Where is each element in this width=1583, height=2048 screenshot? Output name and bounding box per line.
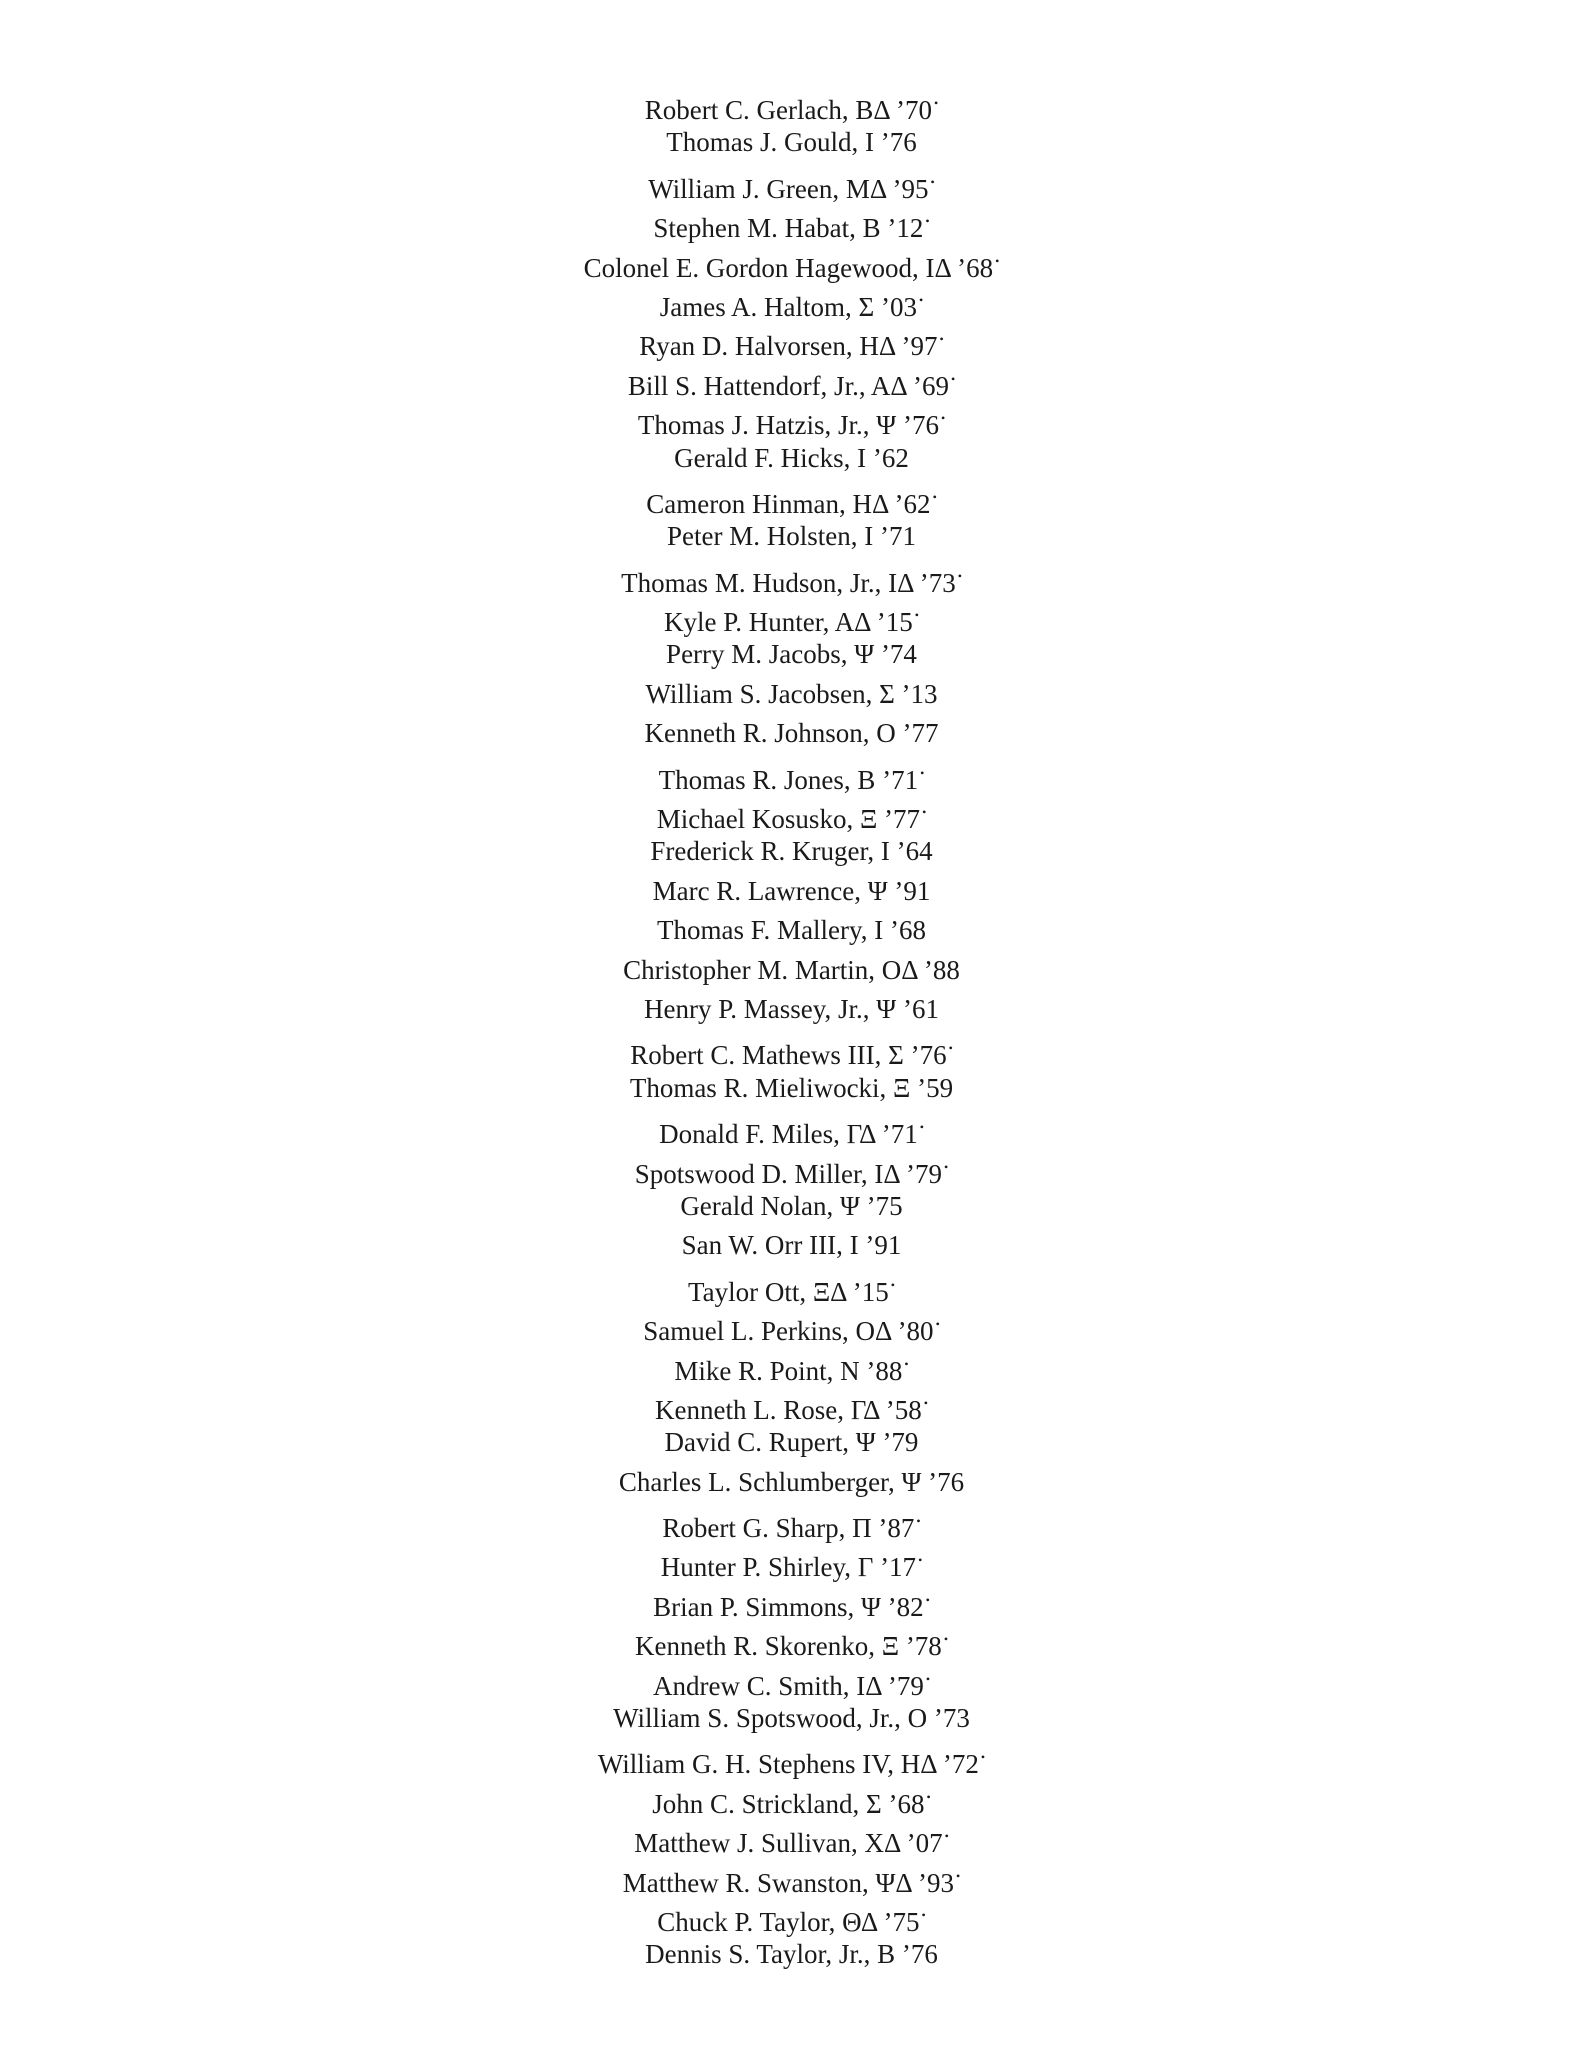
roster-entry bbox=[0, 1148, 1583, 1187]
bullet-mark: • bbox=[922, 805, 927, 820]
roster-entry bbox=[0, 123, 1583, 162]
roster-entry bbox=[0, 1305, 1583, 1347]
member-name: Thomas M. Hudson, Jr., IΔ ’73 bbox=[621, 567, 956, 598]
bullet-mark: • bbox=[995, 253, 1000, 268]
member-name: Peter M. Holsten, I ’71 bbox=[667, 521, 916, 552]
member-name: Kyle P. Hunter, AΔ ’15 bbox=[664, 607, 913, 638]
member-name: Robert C. Gerlach, BΔ ’70 bbox=[644, 95, 933, 125]
member-name: Ryan D. Halvorsen, HΔ ’97 bbox=[639, 331, 938, 362]
roster-entry bbox=[0, 1423, 1583, 1462]
roster-entry bbox=[0, 1108, 1583, 1150]
member-name: Charles L. Schlumberger, Ψ ’76 bbox=[618, 1466, 965, 1497]
member-name: James A. Haltom, Σ ’03 bbox=[659, 291, 917, 322]
bullet-mark: • bbox=[939, 332, 944, 347]
bullet-mark: • bbox=[921, 1907, 926, 1922]
roster-entry bbox=[0, 1266, 1583, 1305]
bullet-mark: • bbox=[890, 1277, 895, 1292]
bullet-mark: • bbox=[950, 371, 956, 386]
bullet-mark: • bbox=[918, 1553, 923, 1568]
roster-entry bbox=[0, 557, 1583, 596]
bullet-mark: • bbox=[944, 1829, 949, 1844]
member-name: John C. Strickland, Σ ’68 bbox=[652, 1788, 925, 1819]
member-name: Stephen M. Habat, B ’12 bbox=[653, 213, 924, 244]
bullet-mark: • bbox=[932, 489, 937, 504]
bullet-mark: • bbox=[944, 1159, 949, 1174]
roster-entry bbox=[0, 399, 1583, 441]
roster-entry bbox=[0, 1463, 1583, 1502]
roster-entry bbox=[0, 1738, 1583, 1780]
member-name: Henry P. Massey, Jr., Ψ ’61 bbox=[644, 993, 939, 1024]
roster-entry bbox=[0, 320, 1583, 362]
member-name: Bill S. Hattendorf, Jr., AΔ ’69 bbox=[627, 370, 949, 401]
member-name: Chuck P. Taylor, ΘΔ ’75 bbox=[657, 1906, 920, 1937]
roster-entry bbox=[0, 1699, 1583, 1738]
bullet-mark: • bbox=[920, 765, 925, 780]
roster-entry bbox=[0, 1187, 1583, 1226]
roster-entry bbox=[0, 911, 1583, 950]
bullet-mark: • bbox=[925, 1671, 931, 1686]
roster-entry bbox=[0, 675, 1583, 714]
roster-entry bbox=[0, 1069, 1583, 1108]
bullet-mark: • bbox=[925, 214, 930, 229]
member-name: Andrew C. Smith, IΔ ’79 bbox=[652, 1670, 924, 1701]
roster-entry bbox=[0, 1620, 1583, 1662]
roster-entry bbox=[0, 1541, 1583, 1583]
roster-entry bbox=[0, 202, 1583, 244]
roster-entry bbox=[0, 714, 1583, 753]
member-name: Robert G. Sharp, Π ’87 bbox=[662, 1513, 915, 1544]
member-name: Christopher M. Martin, OΔ ’88 bbox=[623, 954, 960, 985]
bullet-mark: • bbox=[914, 608, 919, 623]
roster-entry bbox=[0, 242, 1583, 281]
roster-entry bbox=[0, 635, 1583, 674]
member-name: Donald F. Miles, ΓΔ ’71 bbox=[659, 1119, 918, 1150]
bullet-mark: • bbox=[957, 568, 962, 583]
member-name: William J. Green, MΔ ’95 bbox=[648, 173, 929, 204]
bullet-mark: • bbox=[943, 1632, 949, 1647]
member-name: Dennis S. Taylor, Jr., B ’76 bbox=[645, 1939, 938, 1970]
roster-entry bbox=[0, 84, 1583, 123]
bullet-mark: • bbox=[930, 174, 935, 189]
bullet-mark: • bbox=[934, 96, 939, 110]
roster-entry bbox=[0, 793, 1583, 835]
roster-entry bbox=[0, 1029, 1583, 1071]
roster-entry bbox=[0, 1935, 1583, 1974]
member-name: Colonel E. Gordon Hagewood, IΔ ’68 bbox=[583, 252, 994, 283]
bullet-mark: • bbox=[918, 292, 924, 307]
member-name: Robert C. Mathews III, Σ ’76 bbox=[630, 1040, 947, 1071]
bullet-mark: • bbox=[948, 1041, 953, 1056]
bullet-mark: • bbox=[980, 1750, 986, 1765]
roster-entry bbox=[0, 1226, 1583, 1265]
member-name: William G. H. Stephens IV, HΔ ’72 bbox=[597, 1749, 979, 1780]
member-name: Brian P. Simmons, Ψ ’82 bbox=[653, 1591, 924, 1622]
member-name: Cameron Hinman, HΔ ’62 bbox=[646, 488, 931, 519]
roster-entry bbox=[0, 596, 1583, 638]
member-name: Marc R. Lawrence, Ψ ’91 bbox=[652, 875, 931, 906]
bullet-mark: • bbox=[919, 1120, 924, 1135]
bullet-mark: • bbox=[916, 1514, 921, 1529]
roster-entry bbox=[0, 1857, 1583, 1896]
roster-entry bbox=[0, 281, 1583, 320]
bullet-mark: • bbox=[956, 1868, 961, 1883]
roster-entry bbox=[0, 951, 1583, 990]
roster-entry bbox=[0, 517, 1583, 556]
member-name: Michael Kosusko, Ξ ’77 bbox=[656, 804, 921, 835]
member-name: Perry M. Jacobs, Ψ ’74 bbox=[666, 639, 917, 670]
member-name: Thomas J. Gould, I ’76 bbox=[666, 127, 917, 158]
member-name: Frederick R. Kruger, I ’64 bbox=[650, 836, 933, 867]
roster-entry bbox=[0, 360, 1583, 399]
roster-entry bbox=[0, 1896, 1583, 1935]
bullet-mark: • bbox=[935, 1317, 940, 1332]
roster-entry bbox=[0, 990, 1583, 1029]
member-name: Mike R. Point, N ’88 bbox=[674, 1355, 903, 1386]
member-name: Thomas F. Mallery, I ’68 bbox=[656, 915, 927, 946]
roster-entry bbox=[0, 754, 1583, 793]
member-name: Thomas J. Hatzis, Jr., Ψ ’76 bbox=[637, 410, 939, 441]
bullet-mark: • bbox=[926, 1789, 931, 1804]
roster-entry bbox=[0, 1502, 1583, 1544]
member-name: Kenneth L. Rose, ΓΔ ’58 bbox=[655, 1394, 922, 1425]
roster-entry bbox=[0, 1384, 1583, 1423]
roster-entry bbox=[0, 1581, 1583, 1620]
member-name: Taylor Ott, ΞΔ ’15 bbox=[687, 1276, 889, 1307]
member-name: Matthew R. Swanston, ΨΔ ’93 bbox=[622, 1867, 955, 1898]
bullet-mark: • bbox=[923, 1395, 928, 1410]
roster-entry bbox=[0, 1817, 1583, 1859]
bullet-mark: • bbox=[925, 1592, 930, 1607]
member-roster bbox=[0, 84, 1583, 1975]
member-name: Gerald F. Hicks, I ’62 bbox=[674, 442, 909, 473]
member-name: San W. Orr III, I ’91 bbox=[681, 1230, 902, 1261]
member-name: Hunter P. Shirley, Γ ’17 bbox=[660, 1552, 917, 1583]
bullet-mark: • bbox=[904, 1356, 909, 1371]
member-name: Thomas R. Mieliwocki, Ξ ’59 bbox=[629, 1072, 954, 1103]
roster-entry bbox=[0, 439, 1583, 478]
roster-entry bbox=[0, 163, 1583, 202]
member-name: William S. Jacobsen, Σ ’13 bbox=[645, 678, 938, 709]
member-name: Matthew J. Sullivan, XΔ ’07 bbox=[634, 1828, 943, 1859]
roster-entry bbox=[0, 478, 1583, 517]
member-name: William S. Spotswood, Jr., O ’73 bbox=[613, 1703, 970, 1734]
roster-entry bbox=[0, 872, 1583, 911]
member-name: Gerald Nolan, Ψ ’75 bbox=[680, 1190, 903, 1221]
member-name: Thomas R. Jones, B ’71 bbox=[658, 764, 919, 795]
roster-entry bbox=[0, 832, 1583, 871]
member-name: Samuel L. Perkins, OΔ ’80 bbox=[643, 1316, 934, 1347]
roster-entry bbox=[0, 1778, 1583, 1817]
member-name: Kenneth R. Johnson, O ’77 bbox=[644, 718, 939, 749]
bullet-mark: • bbox=[940, 411, 946, 426]
roster-entry bbox=[0, 1660, 1583, 1699]
member-name: David C. Rupert, Ψ ’79 bbox=[664, 1427, 919, 1458]
roster-entry bbox=[0, 1345, 1583, 1384]
member-name: Spotswood D. Miller, IΔ ’79 bbox=[634, 1158, 943, 1189]
member-name: Kenneth R. Skorenko, Ξ ’78 bbox=[634, 1631, 942, 1662]
